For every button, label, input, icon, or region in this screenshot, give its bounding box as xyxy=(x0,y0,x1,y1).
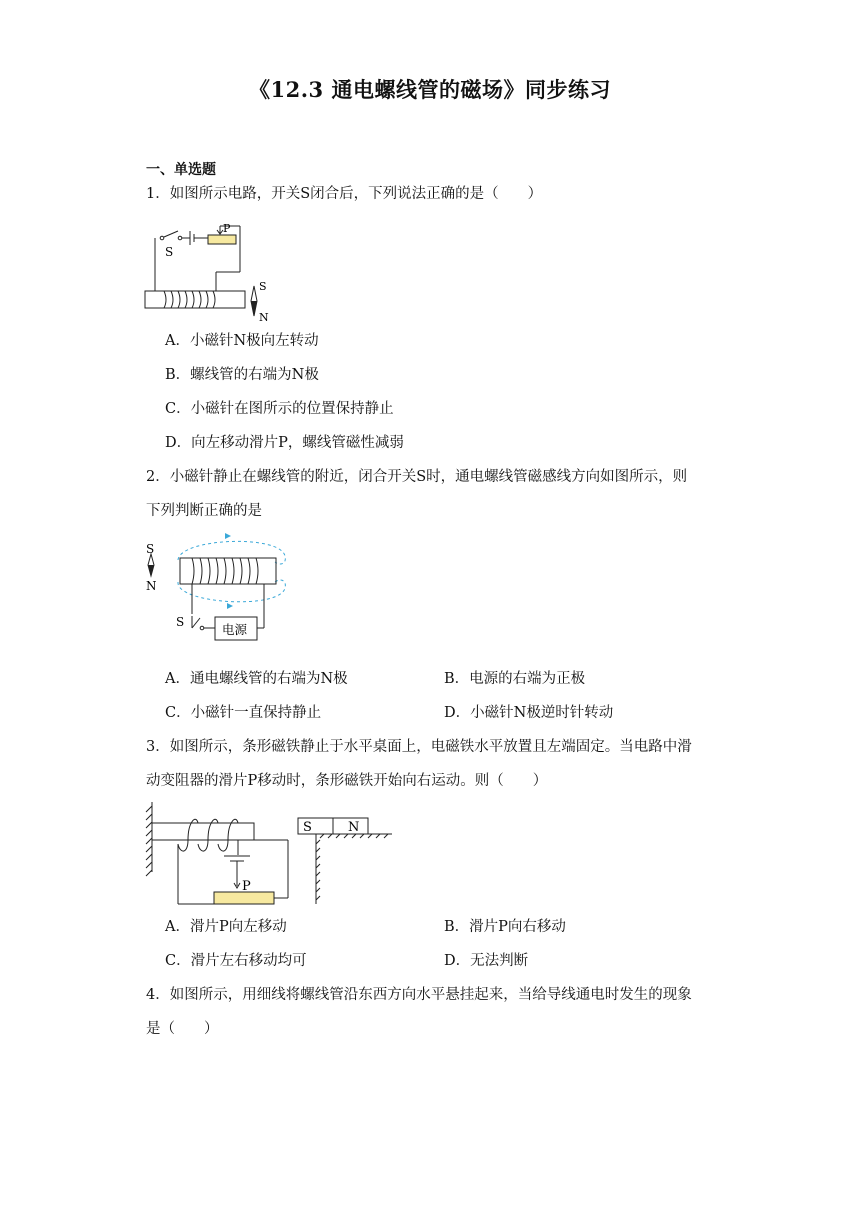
q1-option-b: B．螺线管的右端为N极 xyxy=(165,367,319,383)
question-2-figure xyxy=(140,532,300,660)
q2-option-b: B．电源的右端为正极 xyxy=(444,671,586,687)
q1-slider-label: P xyxy=(223,222,231,235)
q1-needle-bottom-label: N xyxy=(259,311,269,324)
q3-option-b: B．滑片P向右移动 xyxy=(444,919,566,935)
q3-slider-label: P xyxy=(242,879,251,894)
question-1-figure xyxy=(140,214,280,324)
q2-switch-label: S xyxy=(176,615,185,629)
question-3-figure xyxy=(140,800,400,910)
question-4-stem-line-1: 4．如图所示，用细线将螺线管沿东西方向水平悬挂起来，当给导线通电时发生的现象 xyxy=(146,987,692,1003)
q3-magnet-right-label: N xyxy=(348,820,360,835)
q1-switch-label: S xyxy=(165,245,174,259)
question-1-stem: 1．如图所示电路，开关S闭合后，下列说法正确的是（ ） xyxy=(146,186,543,202)
q2-needle-top-label: S xyxy=(146,542,155,556)
q2-option-a: A．通电螺线管的右端为N极 xyxy=(165,671,348,687)
page-title: 《12.3 通电螺线管的磁场》同步练习 xyxy=(249,77,611,102)
question-4-stem-line-2: 是（ ） xyxy=(146,1021,219,1037)
q3-option-c: C．滑片左右移动均可 xyxy=(165,953,307,969)
q2-needle-bottom-label: N xyxy=(146,579,157,593)
q1-needle-top-label: S xyxy=(259,280,267,293)
question-2-stem-line-1: 2．小磁针静止在螺线管的附近，闭合开关S时，通电螺线管磁感线方向如图所示，则 xyxy=(146,469,688,485)
q3-option-a: A．滑片P向左移动 xyxy=(165,919,287,935)
question-3-stem-line-1: 3．如图所示，条形磁铁静止于水平桌面上，电磁铁水平放置且左端固定。当电路中滑 xyxy=(146,739,692,755)
q2-option-c: C．小磁针一直保持静止 xyxy=(165,705,322,721)
q3-option-d: D．无法判断 xyxy=(444,953,529,969)
q2-source-label: 电源 xyxy=(222,622,248,637)
section-heading: 一、单选题 xyxy=(146,162,216,178)
q3-magnet-left-label: S xyxy=(303,820,312,835)
q1-option-d: D．向左移动滑片P，螺线管磁性减弱 xyxy=(165,435,404,451)
q2-option-d: D．小磁针N极逆时针转动 xyxy=(444,705,614,721)
question-3-stem-line-2: 动变阻器的滑片P移动时，条形磁铁开始向右运动。则（ ） xyxy=(146,773,548,789)
q1-option-a: A．小磁针N极向左转动 xyxy=(165,333,319,349)
q1-option-c: C．小磁针在图所示的位置保持静止 xyxy=(165,401,394,417)
question-2-stem-line-2: 下列判断正确的是 xyxy=(146,503,262,519)
